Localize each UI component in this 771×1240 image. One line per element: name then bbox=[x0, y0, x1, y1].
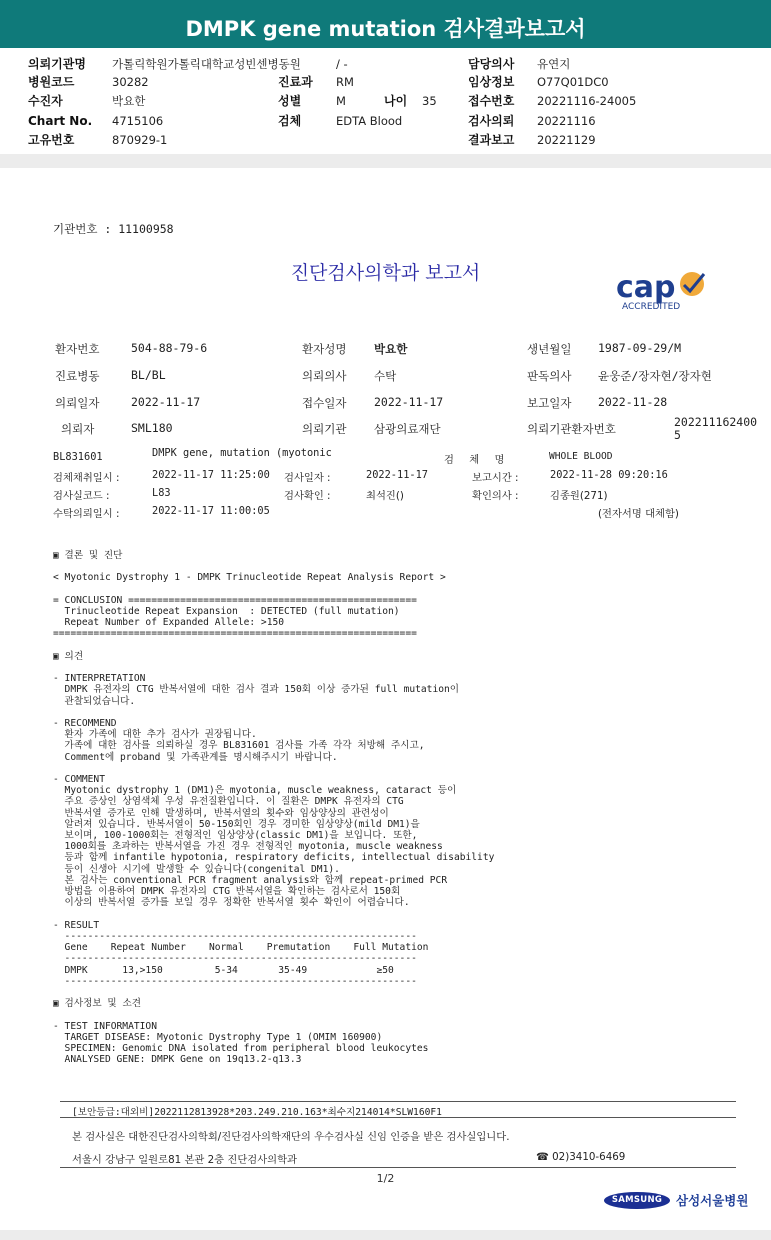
svg-text:cap: cap bbox=[616, 270, 676, 305]
report-time-value: 2022-11-28 09:20:16 bbox=[550, 469, 668, 481]
header-value: / - bbox=[336, 57, 348, 71]
confirm-doctor-label: 확인의사 : bbox=[472, 490, 519, 502]
header-label: 병원코드 bbox=[28, 75, 75, 89]
patient-field-value: SML180 bbox=[131, 421, 173, 435]
patient-field-label: 의뢰기관 bbox=[302, 422, 347, 436]
exam-date-label: 검사일자 : bbox=[284, 472, 331, 484]
header-value: 20221116-24005 bbox=[537, 94, 637, 108]
header-label: 의뢰기관명 bbox=[28, 57, 86, 71]
security-line: [보안등급:대외비]20221128139​28*203.249.210.163*최수지214014*SLW160F1 bbox=[72, 1107, 442, 1118]
header-value: 유연지 bbox=[537, 57, 571, 71]
document-title: 진단검사의학과 보고서 bbox=[290, 262, 481, 284]
checker-label: 검사확인 : bbox=[284, 490, 331, 502]
header-label: 임상정보 bbox=[468, 75, 515, 89]
patient-field-value: 박요한 bbox=[374, 342, 408, 356]
header-value: 30282 bbox=[112, 75, 149, 89]
certification-note: 본 검사실은 대한진단검사의학회/진단검사의학재단의 우수검사실 신임 인증을 받은 검사실입니다. bbox=[72, 1131, 510, 1143]
confirm-doctor-value: 김종원(271) bbox=[550, 490, 608, 502]
header-label: 나이 bbox=[384, 94, 408, 108]
patient-field-label: 의뢰일자 bbox=[55, 396, 100, 410]
specimen-label: 검 체 명 bbox=[444, 454, 511, 466]
header-value: O77Q01DC0 bbox=[537, 75, 609, 89]
header-value: M bbox=[336, 94, 346, 108]
patient-field-label: 접수일자 bbox=[302, 396, 347, 410]
report-title: DMPK gene mutation 검사결과보고서 bbox=[185, 17, 586, 41]
patient-field-label: 판독의사 bbox=[527, 369, 572, 383]
header-value: 4715106 bbox=[112, 114, 164, 128]
header-label: 결과보고 bbox=[468, 133, 515, 147]
collect-label: 검체채취일시 : bbox=[53, 472, 120, 484]
exam-date-value: 2022-11-17 bbox=[366, 469, 428, 481]
lab-address: 서울시 강남구 일원로81 본관 2층 진단검사의학과 bbox=[72, 1154, 298, 1166]
patient-field-label: 진료병동 bbox=[55, 369, 100, 383]
patient-field-value: 2022-11-28 bbox=[598, 395, 668, 409]
footer-divider-mid bbox=[60, 1117, 736, 1118]
header-label: Chart No. bbox=[28, 114, 93, 128]
patient-field-label: 환자번호 bbox=[55, 342, 100, 356]
header-label: 성별 bbox=[278, 94, 302, 108]
room-code-value: L83 bbox=[152, 487, 171, 499]
test-code: BL831601 bbox=[53, 451, 103, 463]
header-label: 검사의뢰 bbox=[468, 114, 515, 128]
institution-number: 기관번호 : 11100958 bbox=[53, 222, 174, 236]
patient-field-value: 2022-11-17 bbox=[131, 395, 201, 409]
header-label: 고유번호 bbox=[28, 133, 75, 147]
patient-field-label: 의뢰의사 bbox=[302, 369, 347, 383]
cap-logo-text: ACCREDITED bbox=[622, 302, 681, 312]
samsung-hospital-logo bbox=[604, 1190, 749, 1212]
header-label: 담당의사 bbox=[468, 57, 515, 71]
patient-field-value: 삼광의료재단 bbox=[374, 422, 441, 436]
patient-field-value: 504-88-79-6 bbox=[131, 341, 208, 355]
report-time-label: 보고시간 : bbox=[472, 472, 519, 484]
patient-field-value: 1987-09-29/M bbox=[598, 341, 682, 355]
patient-field-value: BL/BL bbox=[131, 368, 166, 382]
footer-divider-bottom bbox=[60, 1167, 736, 1168]
patient-field-value: 202211162400 5 bbox=[674, 415, 758, 442]
patient-field-label: 의뢰자 bbox=[61, 422, 95, 436]
header-value: EDTA Blood bbox=[336, 114, 403, 128]
header-value: 가톨릭학원가톨릭대학교성빈센병동원 bbox=[112, 57, 301, 71]
header-value: 870929-1 bbox=[112, 133, 168, 147]
specimen-value: WHOLE BLOOD bbox=[549, 451, 613, 462]
patient-field-value: 윤웅준/장자현/장자현 bbox=[598, 369, 712, 383]
report-body: ▣ 결론 및 진단 < Myotonic Dystrophy 1 - DMPK Trinucleotide Repeat Analysis Report > = CONCLUSION ================================================== Trinucleotide Repeat Expansion : DETECTED (full mutation) Repeat Number of Expanded Allele: >150 =============================================================== ▣ 의견 - INTERPRETATION DMPK 유전자의 CTG 반복서열에 대한 검사 결과 150회 이상 증가된 full mutation이 관찰되었습니다. - RECOMMEND 환자 가족에 대한 추가 검사가 권장됩니다. 가족에 대한 검사를 의뢰하실 경우 BL831601 검사를 가족 각각 처방해 주시고, Comment에 proband 및 가족관계를 명시해주시기 바랍니다. - COMMENT Myotonic dystrophy 1 (DM1)은 myotonia, muscle weakness, cataract 등이 주요 증상인 상염색체 우성 유전질환입니다. 이 질환은 DMPK 유전자의 CTG 반복서열 증가로 인해 발생하며, 반복서열의 횟수와 임상양상의 관련성이 알려져 있습니다. 반복서열이 50-150회인 경우 경미한 임상양상(mild DM1)을 보이며, 100-1000회는 전형적인 임상양상(classic DM1)을 보입니다. 또한, 1000회를 초과하는 반복서열을 가진 경우 전형적인 myotonia, muscle weakness 등과 함께 infantile hypotonia, respiratory deficits, intellectual disability 등이 신생아 시기에 발생할 수 있습니다(congenital DM1). 본 검사는 conventional PCR fragment analysis와 함께 repeat-primed PCR 방법을 이용하여 DMPK 유전자의 CTG 반복서열을 확인하는 검사로서 150회 이상의 반복서열 증가를 보일 경우 정확한 반복서열 횟수 확인이 어렵습니다. - RESULT ------------------------------------------------------------- Gene Repeat Number Normal Premutation Full Mutation ------------------------------------------------------------- DMPK 13,>150 5-34 35-49 ≥50 ------------------------------------------------------------- ▣ 검사정보 및 소견 - TEST INFORMATION TARGET DISEASE: Myotonic Dystrophy Type 1 (OMIM 160900) SPECIMEN: Genomic DNA isolated from peripheral blood leukocytes ANALYSED GENE: DMPK Gene on 19q13.2-q13.3 bbox=[53, 550, 495, 1066]
patient-field-label: 보고일자 bbox=[527, 396, 572, 410]
receive-time-label: 수탁의뢰일시 : bbox=[53, 508, 120, 520]
header-label: 수진자 bbox=[28, 94, 63, 108]
header-value: 20221116 bbox=[537, 114, 596, 128]
checker-value: 최석진() bbox=[366, 490, 404, 502]
lab-phone: ☎ 02)3410-6469 bbox=[536, 1151, 626, 1163]
patient-field-label: 환자성명 bbox=[302, 342, 347, 356]
header-value: 20221129 bbox=[537, 133, 596, 147]
patient-field-value: 2022-11-17 bbox=[374, 395, 444, 409]
esign-note: (전자서명 대체함) bbox=[598, 508, 679, 520]
header-label: 진료과 bbox=[278, 75, 313, 89]
footer-divider-top bbox=[60, 1101, 736, 1102]
patient-field-value: 수탁 bbox=[374, 369, 397, 383]
header-label: 검체 bbox=[278, 114, 302, 128]
header-label: 접수번호 bbox=[468, 94, 515, 108]
patient-field-label: 생년월일 bbox=[527, 342, 572, 356]
collect-value: 2022-11-17 11:25:00 bbox=[152, 469, 270, 481]
room-code-label: 검사실코드 : bbox=[53, 490, 110, 502]
receive-time-value: 2022-11-17 11:00:05 bbox=[152, 505, 270, 517]
header-info bbox=[0, 48, 771, 154]
samsung-logo-mark: SAMSUNG bbox=[604, 1192, 670, 1209]
header-value: 35 bbox=[422, 94, 437, 108]
test-name: DMPK gene, mutation (myotonic bbox=[152, 447, 332, 459]
header-value: 박요한 bbox=[112, 94, 146, 108]
report-title-bar bbox=[0, 0, 771, 48]
patient-field-label: 의뢰기관환자번호 bbox=[527, 422, 616, 436]
header-value: RM bbox=[336, 75, 354, 89]
cap-accredited-logo bbox=[614, 268, 710, 312]
hospital-name: 삼성서울병원 bbox=[676, 1193, 749, 1208]
page-number: 1/2 bbox=[376, 1172, 395, 1185]
